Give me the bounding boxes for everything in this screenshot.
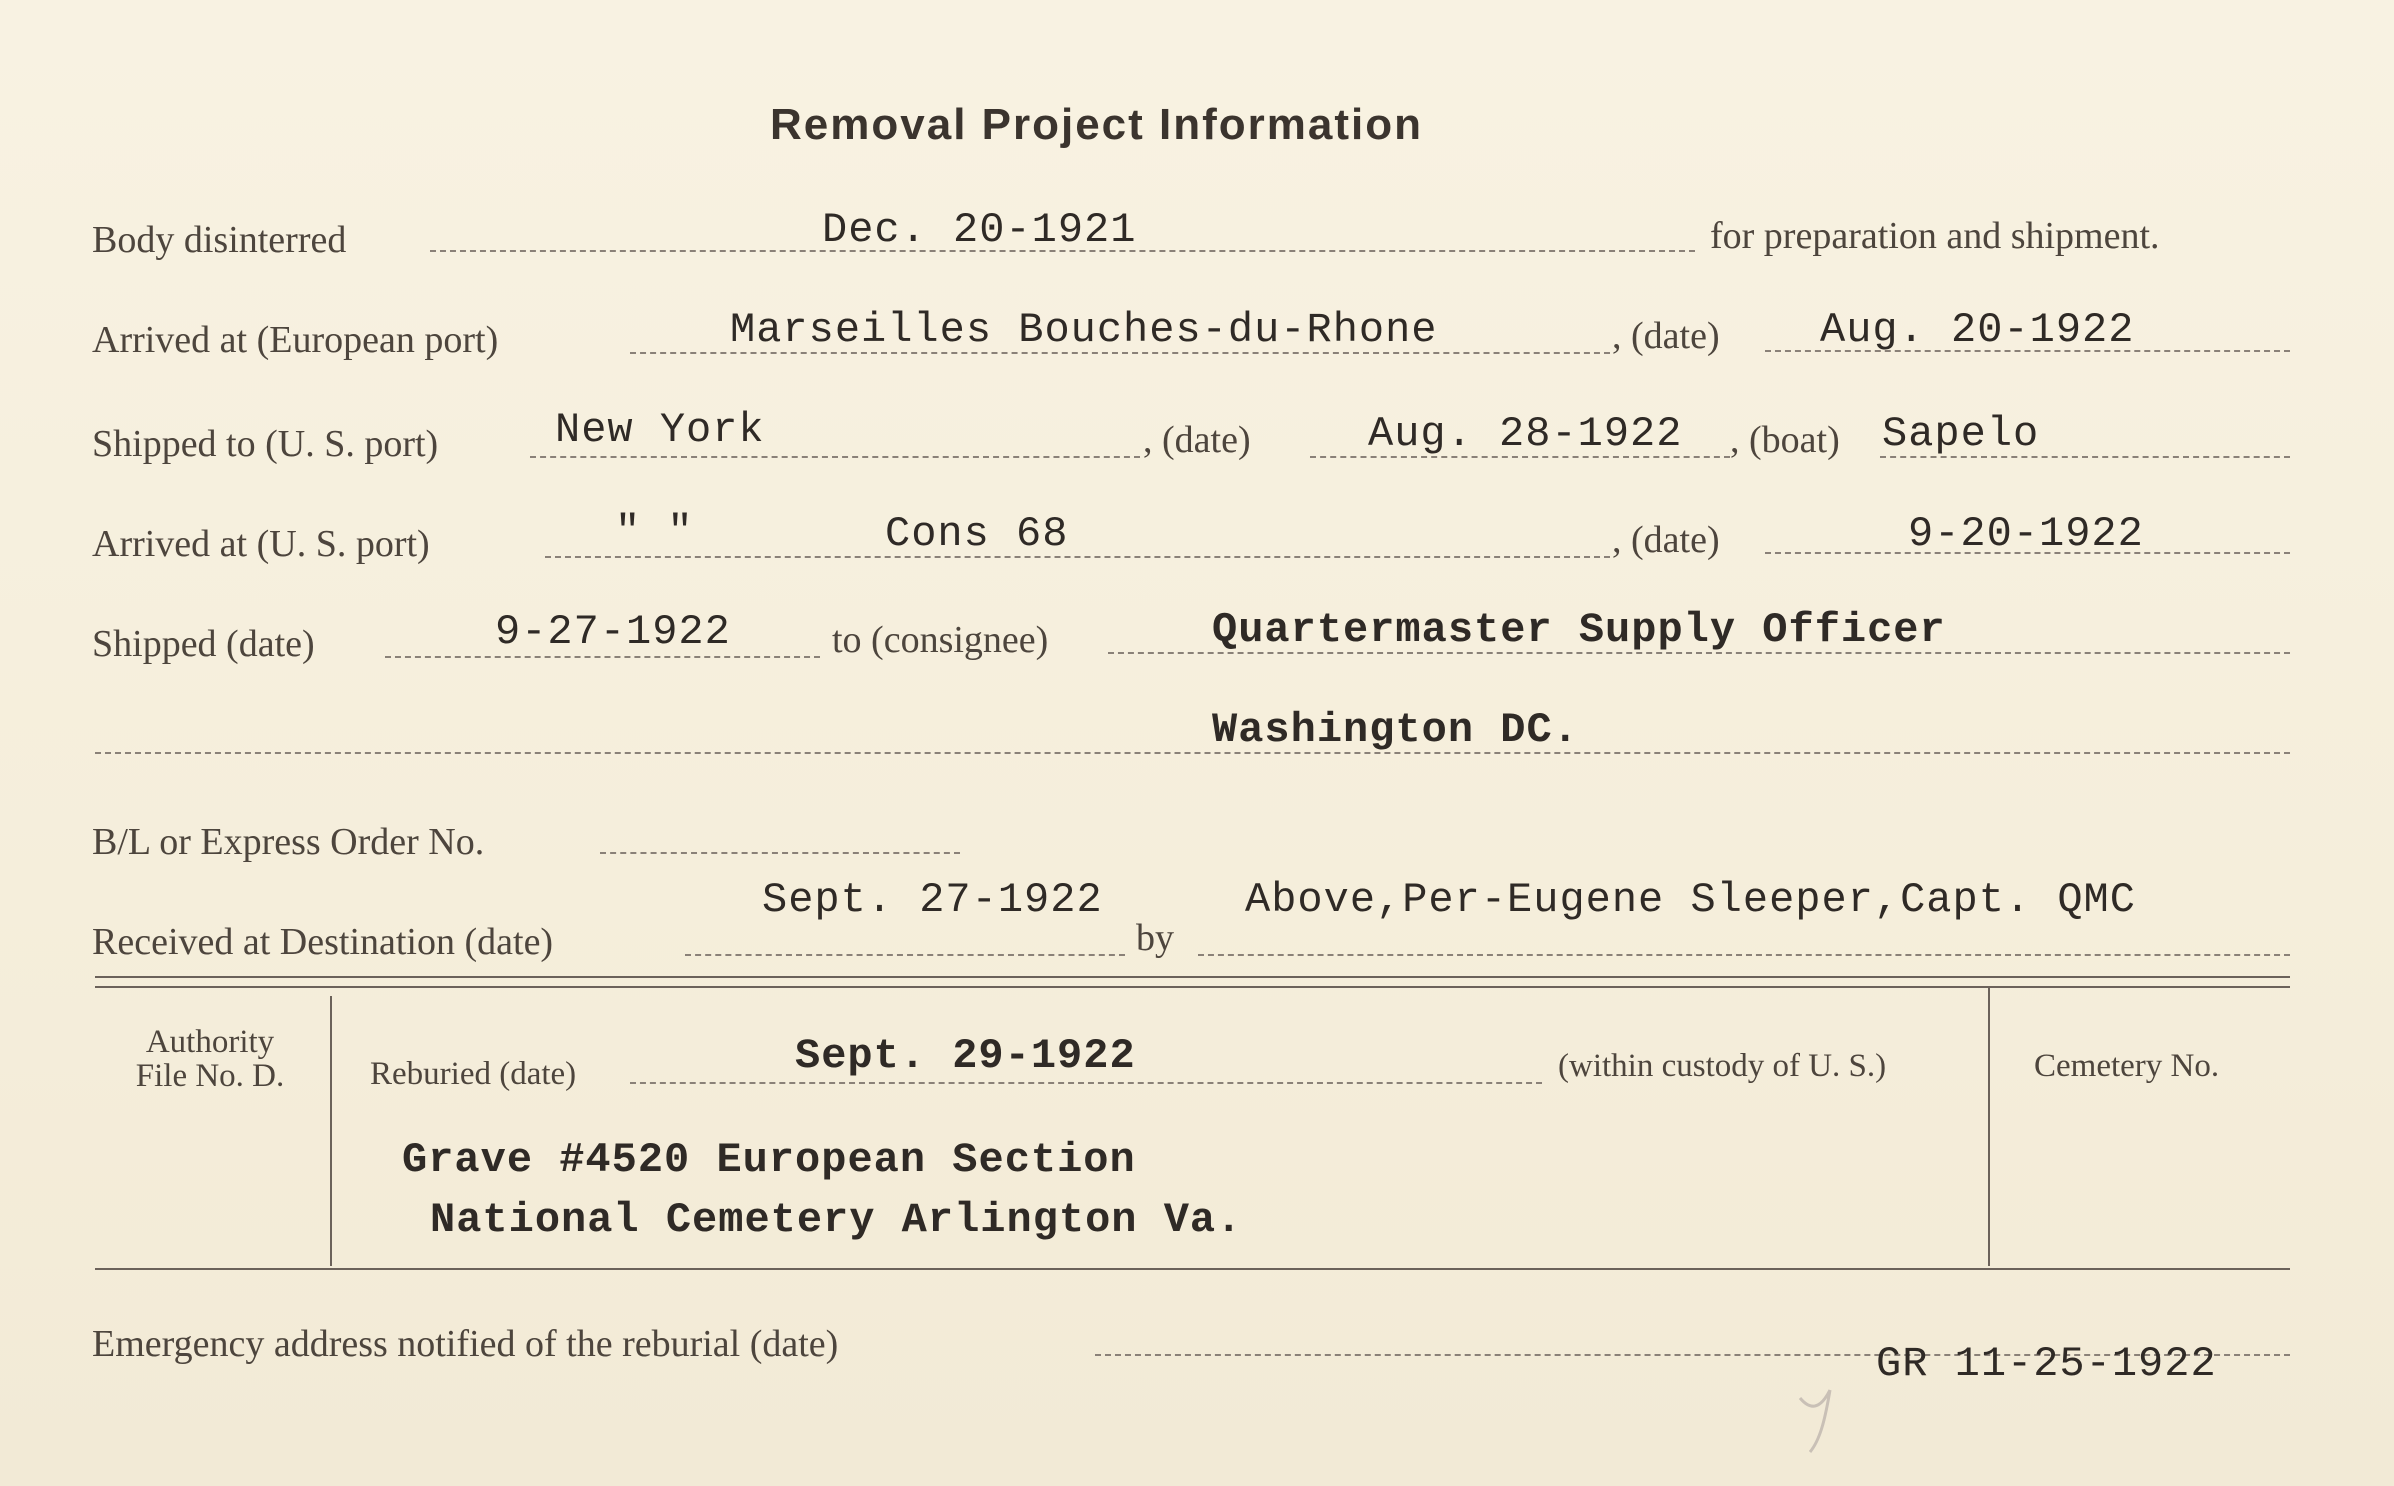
authority-line1: Authority — [145, 1024, 275, 1060]
arrived-us-date-label: , (date) — [1612, 519, 1720, 561]
section-bottom-rule — [95, 1268, 2290, 1270]
section-top-rule-1 — [95, 976, 2290, 978]
shipped-us-port: New York — [555, 406, 765, 454]
pencil-mark-icon — [1790, 1380, 1860, 1460]
arrived-us-label: Arrived at (U. S. port) — [92, 523, 430, 565]
section-divider-left — [330, 996, 332, 1266]
arrived-european-date: Aug. 20-1922 — [1820, 306, 2135, 354]
arrived-european-port: Marseilles Bouches-du-Rhone — [730, 306, 1438, 354]
section-top-rule-2 — [95, 986, 2290, 988]
shipped-us-label: Shipped to (U. S. port) — [92, 423, 439, 465]
received-label: Received at Destination (date) — [92, 921, 554, 963]
received-date: Sept. 27-1922 — [762, 876, 1103, 924]
consignee-line-2 — [95, 752, 2290, 754]
reburied-custody: (within custody of U. S.) — [1558, 1048, 1887, 1084]
shipped-us-boat: Sapelo — [1882, 410, 2040, 458]
bl-order-label: B/L or Express Order No. — [92, 821, 485, 863]
bl-order-line — [600, 852, 960, 854]
authority-line2: File No. D. — [135, 1058, 285, 1094]
section-divider-right — [1988, 986, 1990, 1266]
body-disinterred-label: Body disinterred — [92, 219, 347, 261]
received-by: Above,Per-Eugene Sleeper,Capt. QMC — [1245, 876, 2136, 924]
shipped-date-line — [385, 656, 820, 658]
shipped-us-port-line — [530, 456, 1140, 458]
consignee-label: to (consignee) — [832, 619, 1049, 661]
arrived-us-port-extra: Cons 68 — [885, 510, 1069, 558]
consignee-value: Quartermaster Supply Officer — [1212, 606, 1946, 654]
received-by-label: by — [1136, 917, 1174, 959]
shipped-date-label: Shipped (date) — [92, 623, 315, 665]
arrived-european-label: Arrived at (European port) — [92, 319, 499, 361]
grave-line1: Grave #4520 European Section — [402, 1136, 1136, 1184]
consignee-value-2: Washington DC. — [1212, 706, 1579, 754]
card-title: Removal Project Information — [770, 100, 1424, 149]
shipped-us-date: Aug. 28-1922 — [1368, 410, 1683, 458]
body-disinterred-value: Dec. 20-1921 — [822, 206, 1137, 254]
arrived-us-port-ditto: " " — [615, 508, 694, 556]
reburied-date: Sept. 29-1922 — [795, 1032, 1136, 1080]
arrived-us-date: 9-20-1922 — [1908, 510, 2144, 558]
reburied-line — [630, 1082, 1542, 1084]
shipped-date-value: 9-27-1922 — [495, 608, 731, 656]
shipped-us-boat-label: , (boat) — [1730, 419, 1840, 461]
grave-line2: National Cemetery Arlington Va. — [430, 1196, 1243, 1244]
arrived-us-port-line — [545, 556, 1610, 558]
shipped-us-date-label: , (date) — [1143, 419, 1251, 461]
received-date-line — [685, 954, 1125, 956]
arrived-european-date-label: , (date) — [1612, 315, 1720, 357]
emergency-label: Emergency address notified of the reburial (date) — [92, 1323, 839, 1365]
cemetery-no-label: Cemetery No. — [2034, 1048, 2220, 1084]
reburied-label: Reburied (date) — [370, 1056, 577, 1092]
emergency-value: GR 11-25-1922 — [1876, 1340, 2217, 1388]
received-by-line — [1198, 954, 2290, 956]
body-disinterred-suffix: for preparation and shipment. — [1710, 215, 2160, 257]
